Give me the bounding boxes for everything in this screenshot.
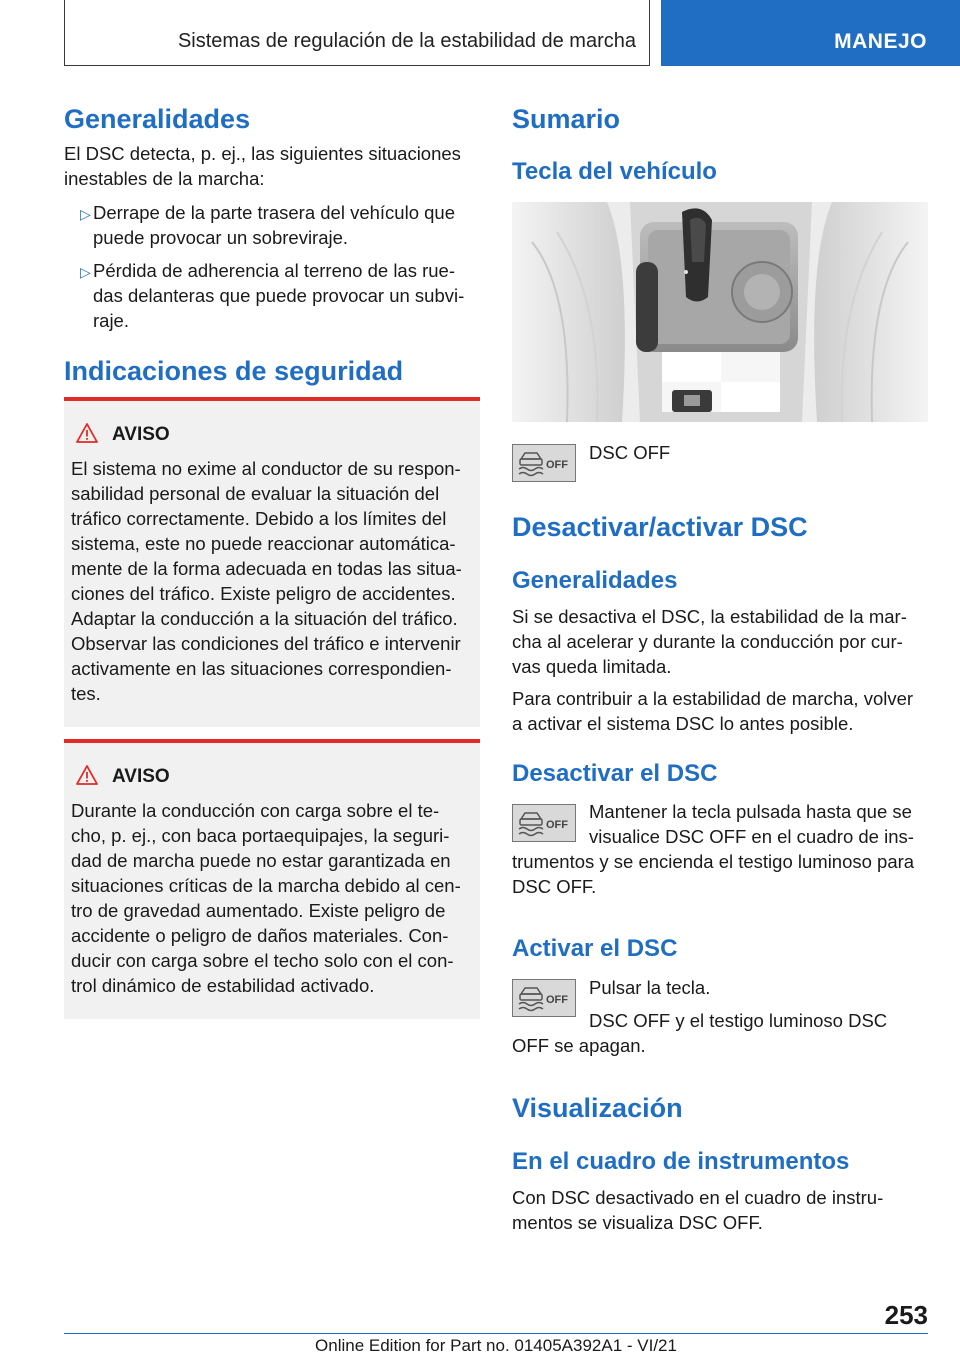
warning-line: mente de la forma adecuada en todas las situa- [71,558,462,579]
visualizacion-line: Con DSC desactivado en el cuadro de instru- [512,1187,884,1208]
dsc-off-icon [513,980,575,1016]
warning-line: ducir con carga sobre el techo solo con el con- [71,950,454,971]
footer-edition: Online Edition for Part no. 01405A392A1 - VI/21 [315,1336,677,1355]
warning-body [71,456,477,706]
warning-line: Adaptar la conducción a la situación del tráfico. [71,608,458,629]
dsc-off-button-icon [512,444,576,482]
heading-desactivar-activar: Desactivar/activar DSC [512,512,808,542]
heading-seguridad: Indicaciones de seguridad [64,356,404,386]
intro-line-2: inestables de la marcha: [64,168,265,189]
warning-line: accidente o peligro de daños materiales. Con- [71,925,449,946]
bullet-1-line-2: puede provocar un sobreviraje. [93,227,349,248]
desactivar-line: DSC OFF. [512,876,597,897]
dsc-off-icon [513,445,575,481]
warning-triangle-icon [76,423,98,443]
dsc-off-icon-label: OFF [546,459,568,471]
bullet-2-line-3: raje. [93,310,129,331]
warning-line: ciones del tráfico. Existe peligro de accidentes. [71,583,456,604]
desactivar-line: visualice DSC OFF en el cuadro de ins- [589,826,914,847]
warning-triangle-icon [76,765,98,785]
bullet-1-line-1: Derrape de la parte trasera del vehículo que [93,202,455,223]
generalidades-p1-line: Si se desactiva el DSC, la estabilidad de la mar- [512,606,907,627]
warning-line: situaciones críticas de la marcha debido al cen- [71,875,461,896]
header-title: Sistemas de regulación de la estabilidad de marcha [177,30,636,52]
warning-line: sistema, este no puede reaccionar automática- [71,533,456,554]
warning-line: El sistema no exime al conductor de su respon- [71,458,461,479]
triangle-bullet-icon: ▷ [80,206,91,222]
generalidades-p1-line: cha al acelerar y durante la conducción por cur- [512,631,903,652]
visualizacion-line: mentos se visualiza DSC OFF. [512,1212,763,1233]
dsc-off-icon-label: OFF [546,994,568,1006]
heading-tecla-vehiculo: Tecla del vehículo [512,158,717,185]
dsc-off-label: DSC OFF [589,442,671,463]
generalidades-p2-line: a activar el sistema DSC lo antes posible. [512,713,854,734]
generalidades-p2-line: Para contribuir a la estabilidad de marcha, volver [512,688,914,709]
center-console-illustration [512,202,928,422]
warning-line: cho, p. ej., con baca portaequipajes, la seguri- [71,825,450,846]
heading-cuadro-instrumentos: En el cuadro de instrumentos [512,1148,850,1175]
page-number: 253 [884,1300,928,1330]
desactivar-line: trumentos y se encienda el testigo luminoso para [512,851,915,872]
heading-desactivar-dsc: Desactivar el DSC [512,760,718,787]
warning-box-1 [64,397,480,727]
bullet-2-line-2: das delanteras que puede provocar un subvi- [93,285,465,306]
warning-body [71,798,477,998]
dsc-off-button-icon [512,804,576,842]
triangle-bullet-icon: ▷ [80,264,91,280]
warning-line: Observar las condiciones del tráfico e intervenir [71,633,461,654]
warning-line: sabilidad personal de evaluar la situación del [71,483,440,504]
generalidades-p1-line: vas queda limitada. [512,656,672,677]
desactivar-line: Mantener la tecla pulsada hasta que se [589,801,912,822]
dsc-off-icon-label: OFF [546,819,568,831]
warning-line: Durante la conducción con carga sobre el te- [71,800,440,821]
warning-title: AVISO [112,424,170,445]
section-tab-label[interactable]: MANEJO [834,30,927,53]
warning-line: tráfico correctamente. Debido a los límites del [71,508,447,529]
activar-p1: Pulsar la tecla. [589,977,711,998]
heading-sumario: Sumario [512,104,621,134]
warning-line: trol dinámico de estabilidad activado. [71,975,375,996]
center-console-photo [512,202,928,422]
footer-divider [64,1333,928,1334]
bullet-2-line-1: Pérdida de adherencia al terreno de las rue- [93,260,456,281]
warning-line: tes. [71,683,101,704]
warning-line: activamente en las situaciones correspondien- [71,658,452,679]
activar-p2-line: DSC OFF y el testigo luminoso DSC [589,1010,888,1031]
heading-generalidades-2: Generalidades [512,567,678,594]
dsc-off-button-icon [512,979,576,1017]
heading-generalidades: Generalidades [64,104,251,134]
dsc-off-icon [513,805,575,841]
warning-line: dad de marcha puede no estar garantizada en [71,850,451,871]
warning-line: tro de gravedad aumentado. Existe peligro de [71,900,446,921]
heading-visualizacion: Visualización [512,1093,683,1123]
intro-line-1: El DSC detecta, p. ej., las siguientes situaciones [64,143,461,164]
heading-activar-dsc: Activar el DSC [512,935,678,962]
activar-p2-line: OFF se apagan. [512,1035,646,1056]
warning-title: AVISO [112,766,170,787]
warning-box-2 [64,739,480,1019]
